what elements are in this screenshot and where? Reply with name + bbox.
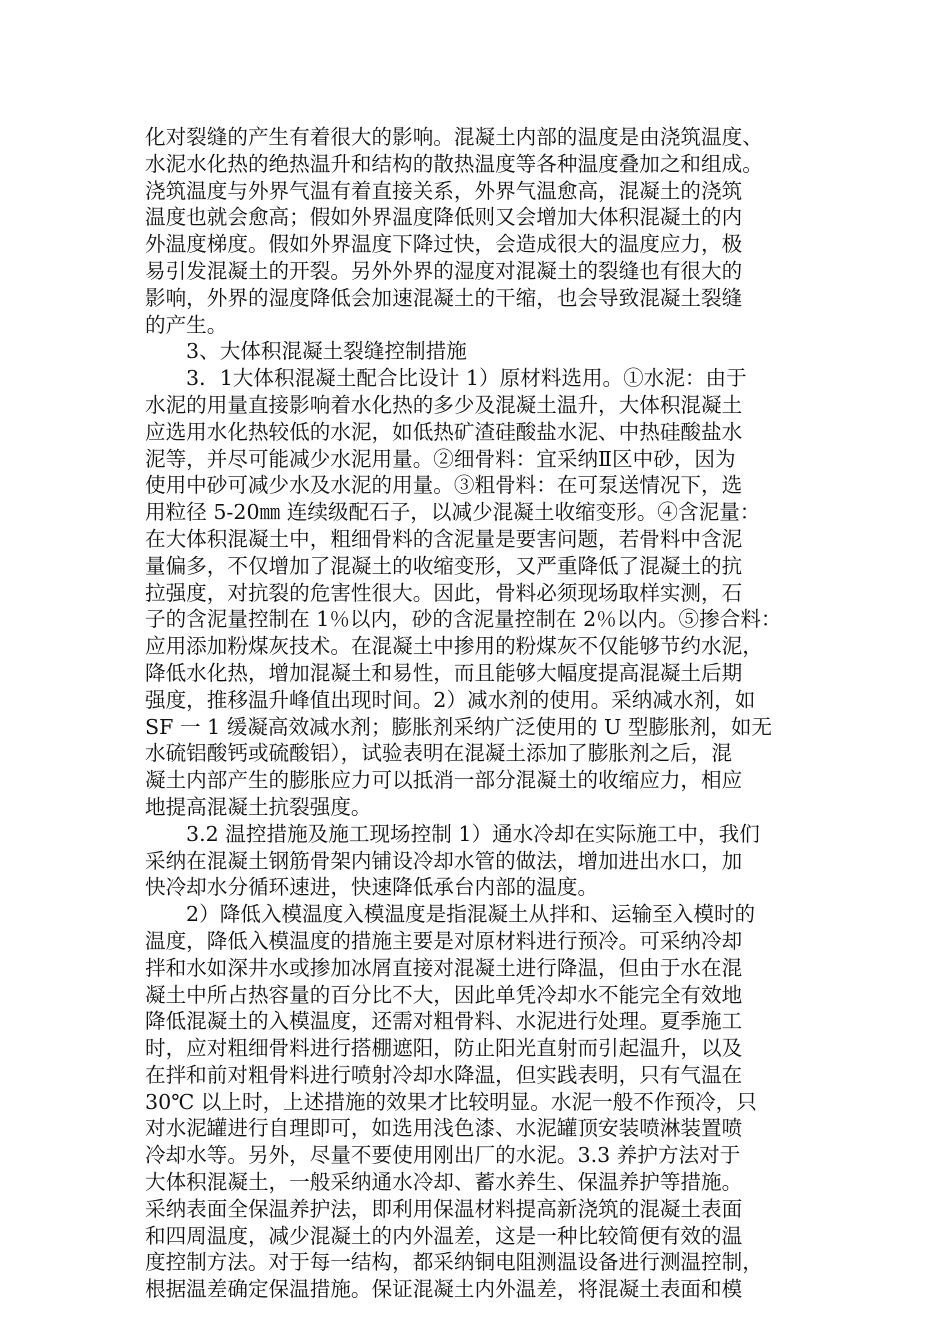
paragraph-first-line: 3．1大体积混凝土配合比设计 1）原材料选用。①水泥：由于 <box>186 366 747 391</box>
text-line: 子的含泥量控制在 1％以内，砂的含泥量控制在 2％以内。⑤掺合料： <box>145 607 782 632</box>
document-body-text <box>145 124 805 1303</box>
text-line: 地提高混凝土抗裂强度。 <box>145 794 372 819</box>
paragraph-first-line: 2）降低入模温度入模温度是指混凝土从拌和、运输至入模时的 <box>186 902 756 927</box>
text-line: 量偏多，不仅增加了混凝土的收缩变形，又严重降低了混凝土的抗 <box>145 553 743 578</box>
text-line: 30℃ 以上时，上述措施的效果才比较明显。水泥一般不作预冷，只 <box>145 1089 757 1114</box>
text-line: 温度也就会愈高；假如外界温度降低则又会增加大体积混凝土的内 <box>145 205 743 230</box>
text-line: 强度，推移温升峰值出现时间。2）减水剂的使用。采纳减水剂，如 <box>145 687 756 712</box>
text-line: 大体积混凝土，一般采纳通水冷却、蓄水养生、保温养护等措施。 <box>145 1170 743 1195</box>
text-line: 易引发混凝土的开裂。另外外界的湿度对混凝土的裂缝也有很大的 <box>145 258 743 283</box>
text-line: 温度，降低入模温度的措施主要是对原材料进行预冷。可采纳冷却 <box>145 928 743 953</box>
text-line: 使用中砂可减少水及水泥的用量。③粗骨料：在可泵送情况下，选 <box>145 473 743 498</box>
text-line: 泥等，并尽可能减少水泥用量。②细骨料：宜采纳Ⅱ区中砂，因为 <box>145 446 736 471</box>
text-line: 度控制方法。对于每一结构，都采纳铜电阻测温设备进行测温控制， <box>145 1250 763 1275</box>
text-line: 凝土中所占热容量的百分比不大，因此单凭冷却水不能完全有效地 <box>145 982 743 1007</box>
text-line: 的产生。 <box>145 312 228 337</box>
text-line: 和四周温度，减少混凝土的内外温差，这是一种比较简便有效的温 <box>145 1223 743 1248</box>
text-line: 在大体积混凝土中，粗细骨料的含泥量是要害问题，若骨料中含泥 <box>145 526 743 551</box>
text-line: 时，应对粗细骨料进行搭棚遮阳，防止阳光直射而引起温升，以及 <box>145 1036 743 1061</box>
text-line: 在拌和前对粗骨料进行喷射冷却水降温，但实践表明，只有气温在 <box>145 1062 743 1087</box>
text-line: 水泥的用量直接影响着水化热的多少及混凝土温升，大体积混凝土 <box>145 392 743 417</box>
text-line: 影响，外界的湿度降低会加速混凝土的干缩，也会导致混凝土裂缝 <box>145 285 743 310</box>
text-line: 拉强度，对抗裂的危害性很大。因此，骨料必须现场取样实测，石 <box>145 580 743 605</box>
text-line: 采纳表面全保温养护法，即利用保温材料提高新浇筑的混凝土表面 <box>145 1196 743 1221</box>
text-line: 化对裂缝的产生有着很大的影响。混凝土内部的温度是由浇筑温度、 <box>145 125 763 149</box>
text-line: 应选用水化热较低的水泥，如低热矿渣硅酸盐水泥、中热硅酸盐水 <box>145 419 743 444</box>
text-line: 根据温差确定保温措施。保证混凝土内外温差，将混凝土表面和模 <box>145 1277 743 1302</box>
text-line: 冷却水等。另外，尽量不要使用刚出厂的水泥。3.3 养护方法对于 <box>145 1143 741 1168</box>
text-line: SF 一 1 缓凝高效减水剂；膨胀剂采纳广泛使用的 U 型膨胀剂，如无 <box>145 714 773 739</box>
text-line: 水硫铝酸钙或硫酸铝），试验表明在混凝土添加了膨胀剂之后，混 <box>145 741 732 766</box>
text-line: 快冷却水分循环速进，快速降低承台内部的温度。 <box>145 875 599 900</box>
text-line: 凝土内部产生的膨胀应力可以抵消一部分混凝土的收缩应力，相应 <box>145 768 743 793</box>
paragraph-first-line: 3、大体积混凝土裂缝控制措施 <box>186 339 467 364</box>
text-line: 用粒径 5-20㎜ 连续级配石子，以减少混凝土收缩变形。④含泥量： <box>145 500 761 525</box>
text-line: 浇筑温度与外界气温有着直接关系，外界气温愈高，混凝土的浇筑 <box>145 178 743 203</box>
text-line: 外温度梯度。假如外界温度下降过快，会造成很大的温度应力，极 <box>145 232 743 257</box>
text-line: 采纳在混凝土钢筋骨架内铺设冷却水管的做法，增加进出水口，加 <box>145 848 743 873</box>
text-line: 降低水化热，增加混凝土和易性，而且能够大幅度提高混凝土后期 <box>145 660 743 685</box>
text-line: 降低混凝土的入模温度，还需对粗骨料、水泥进行处理。夏季施工 <box>145 1009 743 1034</box>
text-line: 对水泥罐进行自理即可，如选用浅色漆、水泥罐顶安装喷淋装置喷 <box>145 1116 743 1141</box>
paragraph-first-line: 3.2 温控措施及施工现场控制 1）通水冷却在实际施工中，我们 <box>186 821 760 846</box>
text-line: 拌和水如深井水或掺加冰屑直接对混凝土进行降温，但由于水在混 <box>145 955 743 980</box>
text-line: 水泥水化热的绝热温升和结构的散热温度等各种温度叠加之和组成。 <box>145 151 763 176</box>
text-line: 应用添加粉煤灰技术。在混凝土中掺用的粉煤灰不仅能够节约水泥， <box>145 634 763 659</box>
